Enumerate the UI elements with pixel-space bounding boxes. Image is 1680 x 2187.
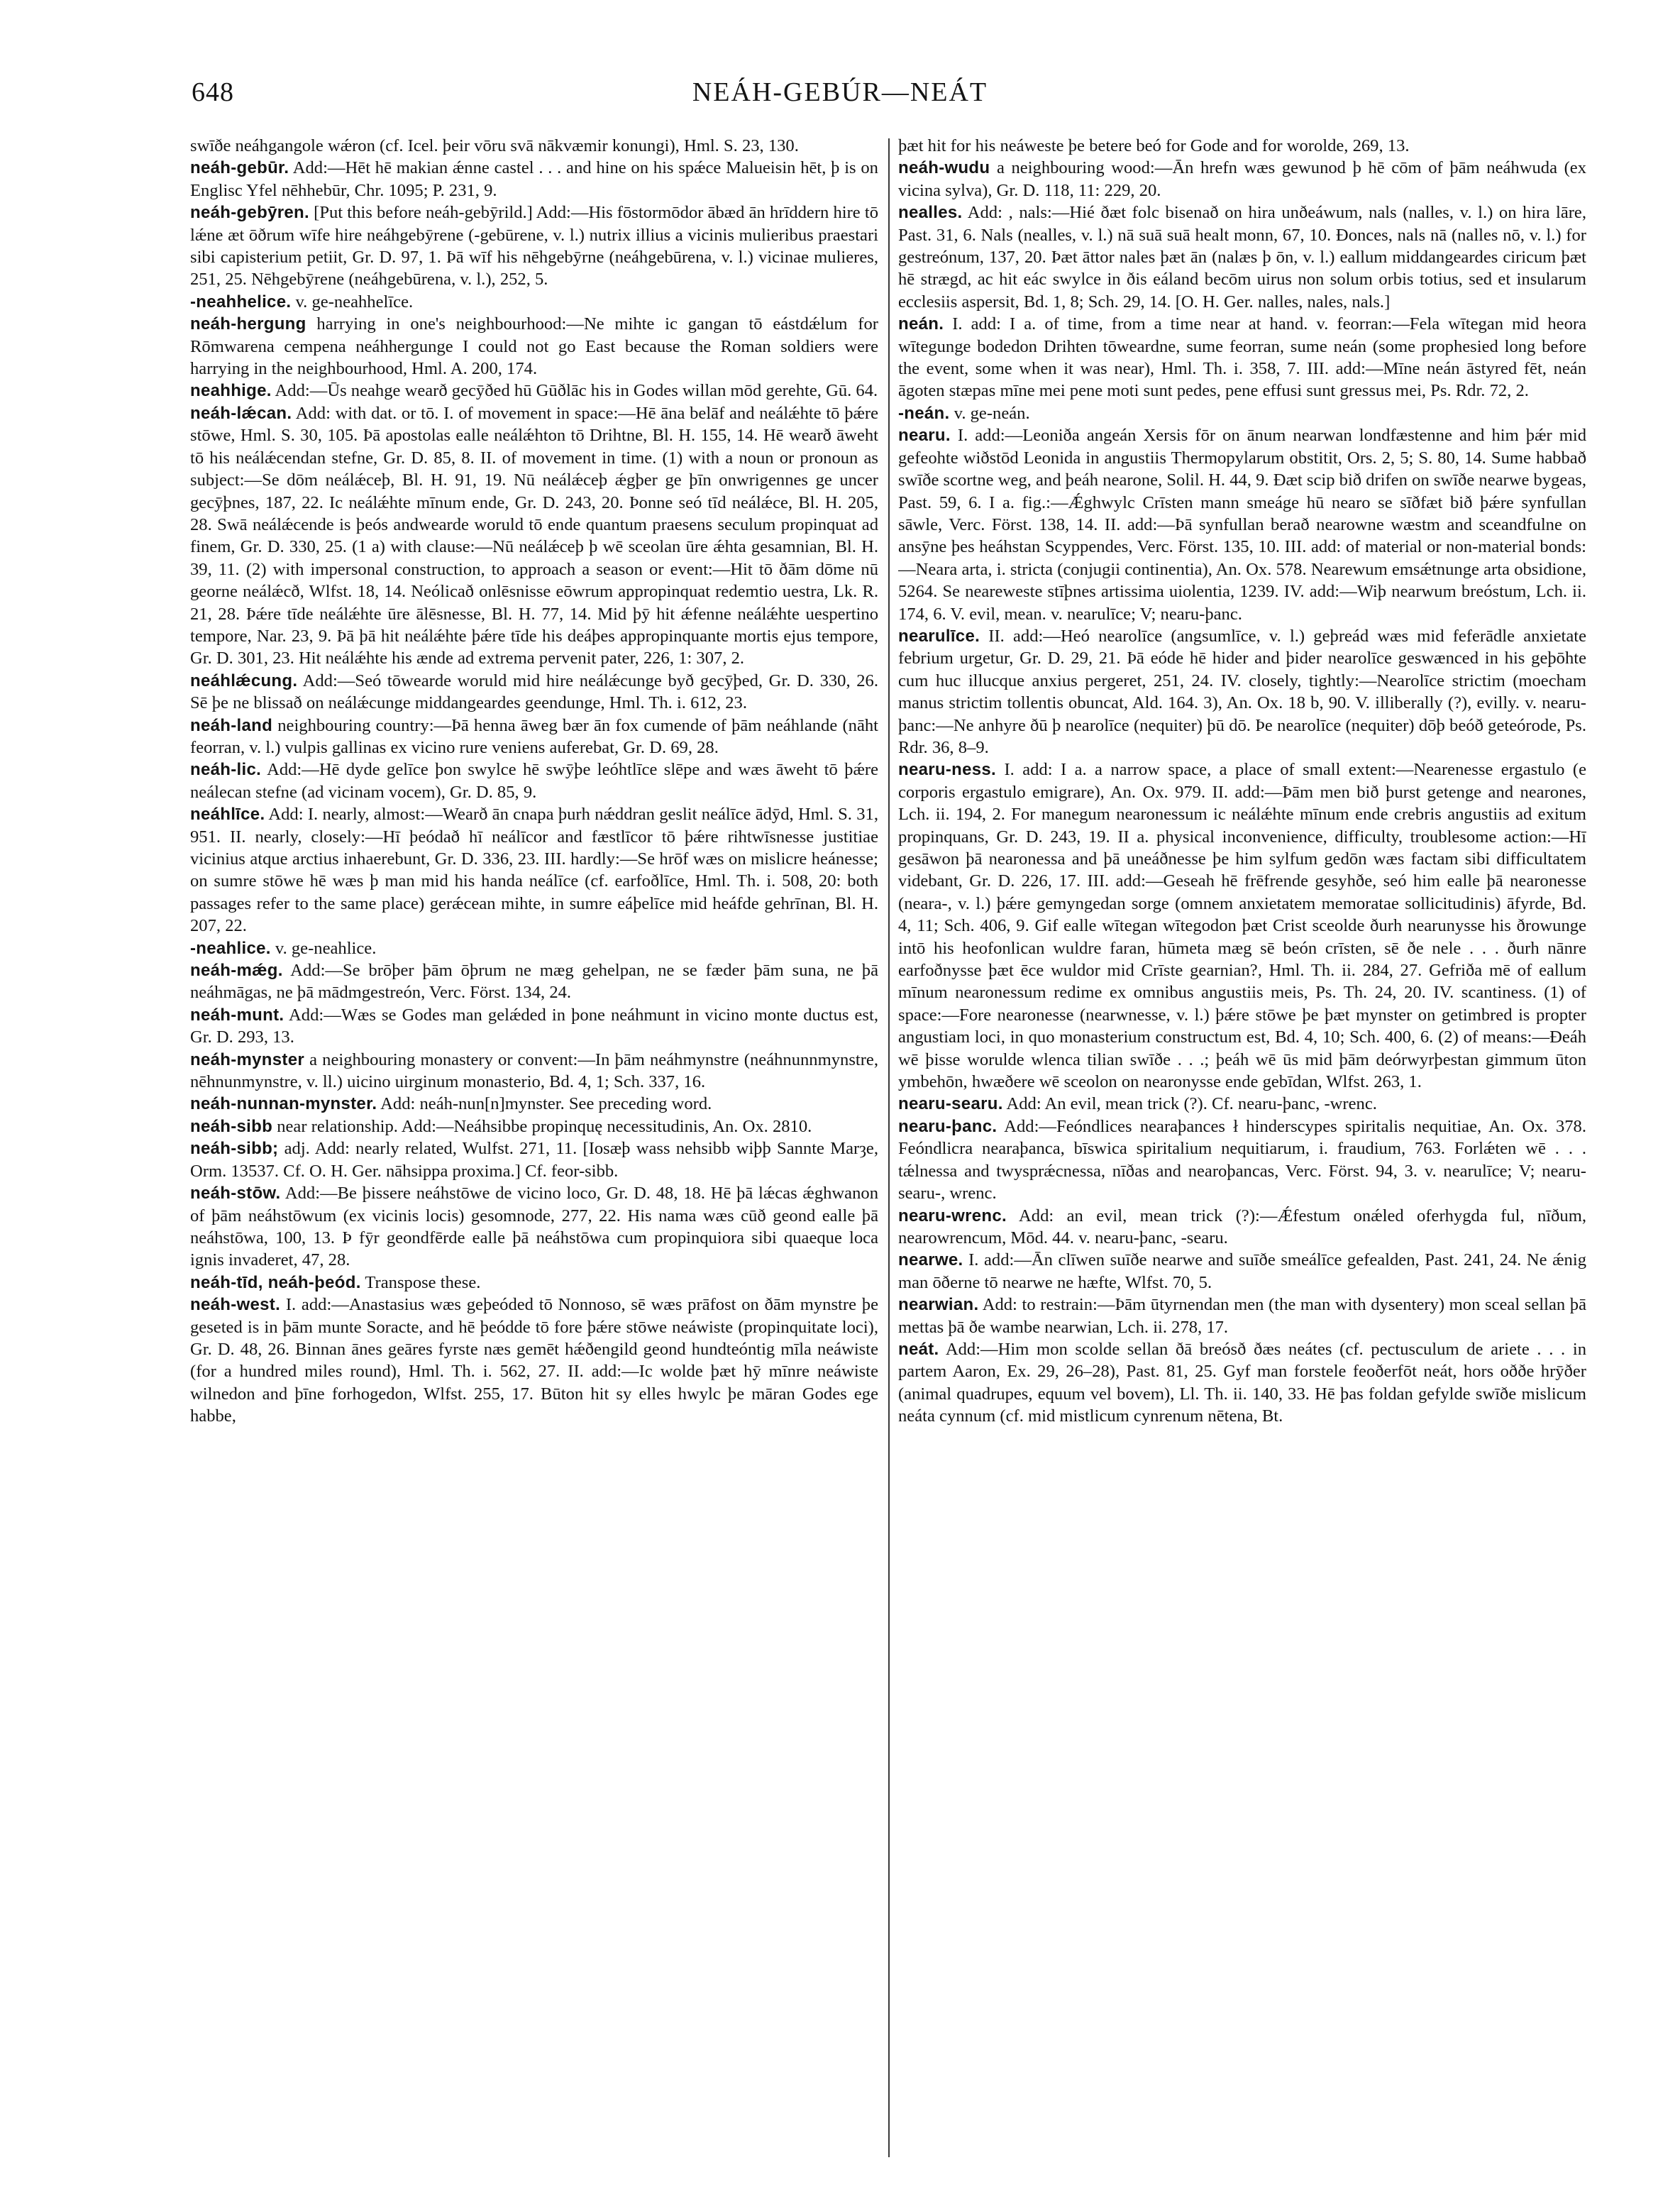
dictionary-entry [190,1004,878,1049]
running-head: NEÁH-GEBÚR—NEÁT [692,77,988,107]
entry-headword: neáh-hergung [190,314,306,334]
entry-text: I. add: I a. of time, from a time near at hand. v. feorran:—Fela wītegan mid heora wītegunge bodedon Drihten tōweardne, sume feorran, sume neán (some prophesied long before the event, some when it was near), Hml. Th. i. 358, 7. III. add:—Mīne neán āstyred fēt, neán āgoten stæpas mīne mei pene moti sunt pedes, pene effusi sunt gressus mei, Ps. Rdr. 72, 2. [898,314,1586,401]
entry-headword: nearu-searu. [898,1094,1003,1114]
dictionary-entry [190,715,878,759]
dictionary-entry [190,202,878,291]
entry-text: a neighbouring wood:—Ān hrefn wæs gewunod þ hē cōm of þām neáhwuda (ex vicina sylva), Gr. D. 118, 11: 229, 20. [898,158,1586,200]
entry-text: Add:—Feóndlices nearaþances ł hinderscypes spiritalis nequitiae, An. Ox. 378. Feóndlicra nearaþanca, bīswica spiritalium nequitiarum, i. fraudium, 763. Forlǽten wē . . . tǽlnessa and twysprǽcnessa, nīðas and nearoþancas, Verc. Först. 94, 3. v. nearulīce; V; nearu-searu-, wrenc. [898,1116,1586,1203]
entry-headword: neát. [898,1339,939,1359]
entry-text: Add: to restrain:—Þām ūtyrnendan men (the man with dysentery) mon sceal sellan þā mettas þā ðe wambe nearwian, Lch. ii. 278, 17. [898,1295,1586,1337]
entry-headword: neáh-munt. [190,1005,284,1025]
entry-text: Add: I. nearly, almost:—Wearð ān cnapa þurh nǽddran geslit neálīce ādȳd, Hml. S. 31, 951. II. nearly, closely:—Hī þeódað hī neálīcor and fæstlīcor tō þǽre rihtwīsnesse justitiae vicinius atque arctius inhaerebunt, Gr. D. 336, 23. III. hardly:—Se hrōf wæs on mislicre heánesse; on sumre stōwe hē wæs þ man mid his handa neálīce (cf. earfoðlīce, Hml. Th. i. 508, 20: both passages refer to the same place) gerǽcean mihte, in sumre eáþelīce mid heáfde gehrīnan, Bl. H. 207, 22. [190,805,878,936]
entry-headword: neáh-lǽcan. [190,403,292,423]
dictionary-entry [898,1294,1586,1338]
page-number: 648 [192,77,234,107]
dictionary-entry [190,959,878,1004]
entry-headword: neáh-wudu [898,158,990,178]
entry-text: [Put this before neáh-gebȳrild.] Add:—His fōstormōdor ābæd ān hrīddern hire tō lǽne æt ōðrum wīfe hire neáhgebȳrene (-gebūrene, v. l.) nutrix illius a vicinis mulieribus praestari sibi capisterium petiit, Gr. D. 97, 1. Þā wīf his nēhgebȳrne (neáhgebūrena, v. l.) vicinae mulieres, 251, 25. Nēhgebȳrene (neáhgebūrena, v. l.), 252, 5. [190,203,878,290]
entry-text: þæt hit for his neáweste þe betere beó for Gode and for worolde, 269, 13. [898,136,1410,155]
entry-text: v. ge-neahlice. [275,938,377,958]
dictionary-entry [898,1205,1586,1250]
entry-text: Add:—Be þissere neáhstōwe de vicino loco, Gr. D. 48, 18. Hē þā lǽcas ǽghwanon of þām neáhstōwum (ex vicinis locis) gesomnode, 277, 22. His nama wæs cūð geond ealle þā neáhstōwa, 100, 13. Þ fȳr geondfērde ealle þā neáhstōwa cum propinquiora sibi quaeque loca ignis invaderet, 47, 28. [190,1184,878,1270]
dictionary-entry [190,1137,878,1182]
entry-headword: neáh-gebȳren. [190,203,309,223]
entry-text: adj. Add: nearly related, Wulfst. 271, 11. [Iosæþ wass nehsibb wiþþ Sannte Marȝe, Orm. 13537. Cf. O. H. Ger. nāhsippa proxima.] Cf. feor-sibb. [190,1139,878,1181]
entry-headword: neáh-west. [190,1295,281,1315]
dictionary-entry [190,937,878,959]
dictionary-entry [898,1115,1586,1205]
column-divider [888,138,890,2157]
entry-text: Add: an evil, mean trick (?):—Ǽfestum onǽled oferhygda ful, nīðum, nearowrencum, Mōd. 44. v. nearu-þanc, -searu. [898,1206,1586,1247]
entry-headword: nearwian. [898,1295,979,1315]
entry-text: Add:—Him mon scolde sellan ðā breósð ðæs neátes (cf. pectusculum de ariete . . . in partem Aaron, Ex. 29, 26–28), Past. 81, 25. Gyf man forstele feoðerfōt neát, hors oððe hrȳðer (animal quadrupes, equum vel bovem), Ll. Th. ii. 140, 33. Hē þas foldan gefylde swīðe mislicum neáta cynnum (cf. mid mistlicum cynrenum nētena, Bt. [898,1339,1586,1426]
entry-text: Add:—Hē dyde gelīce þon swylce hē swȳþe leóhtlīce slēpe and wæs āweht tō þǽre neálecan stefne (ad vicinam vocem), Gr. D. 85, 9. [190,760,878,802]
entry-text: v. ge-neán. [954,403,1030,423]
entry-text: near relationship. Add:—Neáhsibbe propinquę necessitudinis, An. Ox. 2810. [277,1116,812,1136]
entry-text: I. add: I a. a narrow space, a place of small extent:—Nearenesse ergastulo (e corporis ergastulo emigrare), An. Ox. 979. II. add:—Þām men bið þurst getenge and nearones, Lch. ii. 194, 2. For manegum nearonessum ic neálǽhte mīnum ende crebris angustiis ad exitum propinquans, Gr. D. 243, 19. II a. physical inconvenience, difficulty, troublesome action:—Hī gesāwon þā nearonessa and þā uneáðnesse þe him sylfum gedōn wæs factam sibi difficultatem videbant, Gr. D. 226, 17. III. add:—Geseah hē frēfrende gesyhðe, seó him ealle þā nearonesse (neara-, v. l.) þǽre gemyngedan sorge (omnem anxietatem memoratae sollicitudinis) āfyrde, Bd. 4, 11; Sch. 406, 9. Gif ealle wītegan wītegodon þæt Crist sceolde ðurh nearunysse his ðrowunge intō his heofonlican wuldre faran, hūmeta mæg sē beón crīsten, sē ðe nele . . . ðurh nānre earfoðnysse þæt ēce wuldor mid Crīste gearnian?, Hml. Th. ii. 284, 27. Gefriða mē of eallum mīnum nearonessum redime ex omnibus angustiis meis, Ps. Th. 24, 20. IV. scantiness. (1) of space:—Fore nearonesse (nearwnesse, v. l.) þǽre stōwe þe þæt mynster on getimbred is propter angustiam loci, in quo monasterium constructum est, Bd. 4, 10; Sch. 400, 6. (2) of means:—Ðeáh wē þisse worulde wlenca tilian swīðe . . .; þeáh wē ūs mid þām deórwyrþestan gimmum ūton ymbehōn, hwæðere wē sceolon on nearonysse ende gebīdan, Wlfst. 263, 1. [898,760,1586,1092]
dictionary-entry [898,759,1586,1093]
dictionary-entry [190,1115,878,1137]
entry-text: Add:—Se brōþer þām ōþrum ne mæg gehelpan, ne se fæder þām suna, ne þā neáhmāgas, ne þā mādmgestreón, Verc. Först. 134, 24. [190,961,878,1003]
entry-headword: neáh-tīd, neáh-þeód. [190,1272,361,1292]
dictionary-entry [190,380,878,402]
entry-text: swīðe neáhgangole wǽron (cf. Icel. þeir vōru svā nākvæmir konungi), Hml. S. 23, 130. [190,136,799,155]
entry-text: Add:—Wæs se Godes man gelǽded in þone neáhmunt in vicino monte ductus est, Gr. D. 293, 13. [190,1005,878,1047]
dictionary-entry [190,759,878,803]
entry-headword: nearu-þanc. [898,1116,998,1136]
dictionary-entry [190,402,878,670]
entry-headword: neáh-gebūr. [190,158,289,178]
entry-headword: neáh-sibb [190,1116,273,1136]
dictionary-entry [190,1294,878,1427]
entry-headword: neáh-lic. [190,760,262,780]
entry-headword: neáh-sibb; [190,1139,279,1159]
dictionary-entry [190,803,878,937]
entry-text: Add: with dat. or tō. I. of movement in space:—Hē āna belāf and neálǽhte tō þǽre stōwe, Hml. S. 30, 105. Þā apostolas ealle neálǽhton tō Drihtne, Bl. H. 155, 14. Hē wearð āweht tō his neálǽcendan stefne, Gr. D. 85, 8. II. of movement in time. (1) with a noun or pronoun as subject:—Se dōm neálǽceþ, Bl. H. 91, 19. Nū neálǽceþ ǽgþer ge þīn onwrigennes ge uncer gecȳþnes, 187, 22. Ic neálǽhte mīnum ende, Gr. D. 243, 20. Þonne seó tīd neálǽce, Bl. H. 205, 28. Swā neálǽcende is þeós andwearde woruld tō ende quantum praesens seculum propinquat ad finem, Gr. D. 330, 25. (1 a) with clause:—Nū neálǽceþ þ wē sceolan ūre ǽhta gesamnian, Bl. H. 39, 11. (2) with impersonal construction, to approach a season or event:—Hit tō ðām dōme nū georne neálǽcð, Wlfst. 18, 14. Neólicað onlēsnisse eōwrum appropinquat redemtio uestra, Lk. R. 21, 28. Þǽre tīde neálǽhte ūre ālēsnesse, Bl. H. 77, 14. Mid þȳ hit ǽfenne neálǽhte uespertino tempore, Nar. 23, 9. Þā þā hit neálǽhte þǽre tīde his deáþes appropinquante mortis ejus tempore, Gr. D. 301, 23. Hit neálǽhte his ænde ad extrema pervenit pater, 226, 1: 307, 2. [190,403,878,668]
entry-headword: nealles. [898,203,963,223]
entry-text: neighbouring country:—Þā henna āweg bær ān fox cumende of þām neáhlande (nāht feorran, v. l.) vulpis gallinas ex vicino rure veniens auferebat, Gr. D. 69, 28. [190,715,878,757]
dictionary-entry [190,1272,878,1294]
entry-text: I. add:—Ān clīwen suīðe nearwe and suīðe smeálīce gefealden, Past. 241, 24. Ne ǽnig man ōðerne tō nearwe ne hæfte, Wlfst. 70, 5. [898,1250,1586,1292]
entry-text: v. ge-neahhelīce. [295,292,414,312]
dictionary-entry [898,1249,1586,1294]
dictionary-entry [898,202,1586,313]
dictionary-entry [898,135,1586,157]
entry-headword: nearulīce. [898,626,980,646]
dictionary-entry [190,670,878,715]
entry-text: I. add:—Anastasius wæs geþeóded tō Nonnoso, sē wæs prāfost on ðām mynstre þe geseted is in þām munte Soracte, and hē þeódde tō fore þǽre stōwe neáwiste (propinquitate loci), Gr. D. 48, 26. Binnan ānes geāres fyrste næs gemēt hǽðengild geond hundteóntig mīla neáwiste (for a hundred miles round), Hml. Th. i. 562, 27. II. add:—Ic wolde þæt hȳ mīnre neáwiste wilnedon and þīne forhogedon, Wlfst. 255, 17. Būton hit sy elles hwylc þe māran Godes ege habbe, [190,1295,878,1426]
entry-text: Add:—Hēt hē makian ǽnne castel . . . and hine on his spǽce Malueisin hēt, þ is on Englisc Yfel nēhhebūr, Chr. 1095; P. 231, 9. [190,158,878,200]
entry-headword: neán. [898,314,944,334]
entry-text: harrying in one's neighbourhood:—Ne mihte ic gangan tō eástdǽlum for Rōmwarena cempena neáhhergunge I could not go East because the Roman soldiers were harrying in the neighbourhood, Hml. A. 200, 174. [190,314,878,379]
dictionary-entry [898,157,1586,202]
entry-headword: nearwe. [898,1250,963,1270]
entry-text: I. add:—Leoniða angeán Xersis fōr on ānum nearwan londfæstenne and him þǽr mid gefeohte wiðstōd Leonida in angustiis Thermopylarum obstitit, Ors. 2, 5; S. 80, 14. Sume habbað swīðe scortne weg, and þeáh nearone, Solil. H. 44, 9. Ðæt scip bið drifen on swīðe nearwe bygeas, Past. 59, 6. I a. fig.:—Ǽghwylc Crīsten mann smeáge hū nearo se sīðfæt bið þǽre synfullan sāwle, Verc. Först. 138, 14. II. add:—Þā synfullan berað nearowne wæstm and sceandfulne on ansȳne þes heáhstan Scyppendes, Verc. Först. 135, 10. III. add: of material or non-material bonds:—Neara arta, i. stricta (conjugii continentia), An. Ox. 578. Nearewum emsǽtnunge arta obsidione, 5264. Se neareweste stīþnes artissima uiolentia, 1239. IV. add:—Wiþ nearwum breóstum, Lch. ii. 174, 6. V. evil, mean. v. nearulīce; V; nearu-þanc. [898,426,1586,624]
entry-headword: -neahlice. [190,938,271,958]
entry-headword: neáh-mǽg. [190,961,283,981]
entry-text: Transpose these. [365,1272,481,1292]
dictionary-entry [190,157,878,202]
dictionary-entry [898,1093,1586,1115]
entry-headword: nearu-wrenc. [898,1206,1007,1225]
left-column [190,135,878,2164]
entry-text: Add: neáh-nun[n]mynster. See preceding word. [380,1094,712,1114]
entry-headword: neáhlīce. [190,805,265,825]
entry-text: Add: An evil, mean trick (?). Cf. nearu-þanc, -wrenc. [1006,1094,1377,1114]
entry-text: Add: , nals:—Hié ðæt folc bisenað on hira unðeáwum, nals (nalles, v. l.) on hira lāre, Past. 31, 6. Nals (nealles, v. l.) nā suā suā healt monn, 67, 10. Ðonces, nals nā (nalles nō, v. l.) for gestreónum, 137, 20. Þæt āttor nales þæt ān (nalæs þ ōn, v. l.) eallum middangeardes ciricum þæt hē strægd, ac hit eác swylce in ðis eáland becōm uirus non solum orbis totius, sed et insularum ecclesiis aspersit, Bd. 1, 8; Sch. 29, 14. [O. H. Ger. nalles, nales, nals.] [898,203,1586,312]
dictionary-entry [898,402,1586,424]
dictionary-entry [898,1338,1586,1428]
entry-text: II. add:—Heó nearolīce (angsumlīce, v. l.) geþreád wæs mid feferādle anxietate febrium urgetur, Gr. D. 29, 21. Þā eóde hē hider and þider nearolīce geswænced in his geþōhte cum huc illucque anxius pergeret, 251, 24. IV. closely, tightly:—Nearolīce strictim (moecham manus strictim tollentis obuncat, Ald. 164. 3), An. Ox. 18 b, 90. V. illiberally (?), evilly. v. nearu-þanc:—Ne anhyre ðū þ nearolīce (nequiter) þū dō. Þe nearolīce (nequiter) dōþ beóð geteórode, Ps. Rdr. 36, 8–9. [898,626,1586,757]
dictionary-entry [190,135,878,157]
entry-headword: nearu-ness. [898,760,997,780]
dictionary-entry [898,313,1586,402]
right-column [898,135,1586,2164]
entry-text: Add:—Ūs neahge wearð gecȳðed hū Gūðlāc his in Godes willan mōd gerehte, Gū. 64. [275,381,878,401]
dictionary-entry [190,291,878,313]
entry-headword: neahhige. [190,381,272,401]
dictionary-entry [190,313,878,380]
entry-headword: -neahhelice. [190,292,292,312]
dictionary-entry [898,625,1586,759]
entry-headword: neáh-stōw. [190,1184,281,1203]
entry-headword: neáh-nunnan-mynster. [190,1094,377,1114]
entry-headword: -neán. [898,403,950,423]
dictionary-entry [190,1093,878,1115]
dictionary-entry [898,424,1586,625]
dictionary-entry [190,1182,878,1272]
entry-headword: neáh-land [190,715,273,735]
entry-text: a neighbouring monastery or convent:—In þām neáhmynstre (neáhnunnmynstre, nēhnunmynstre, v. ll.) uicino uirginum monasterio, Bd. 4, 1; Sch. 337, 16. [190,1050,878,1092]
entry-headword: nearu. [898,426,951,446]
dictionary-entry [190,1049,878,1094]
entry-headword: neáh-mynster [190,1050,304,1069]
entry-headword: neáhlǽcung. [190,671,298,690]
entry-text: Add:—Seó tōwearde woruld mid hire neálǽcunge byð gecȳþed, Gr. D. 330, 26. Sē þe ne blissað on neálǽcunge middangeardes geendunge, Hml. Th. i. 612, 23. [190,671,878,713]
